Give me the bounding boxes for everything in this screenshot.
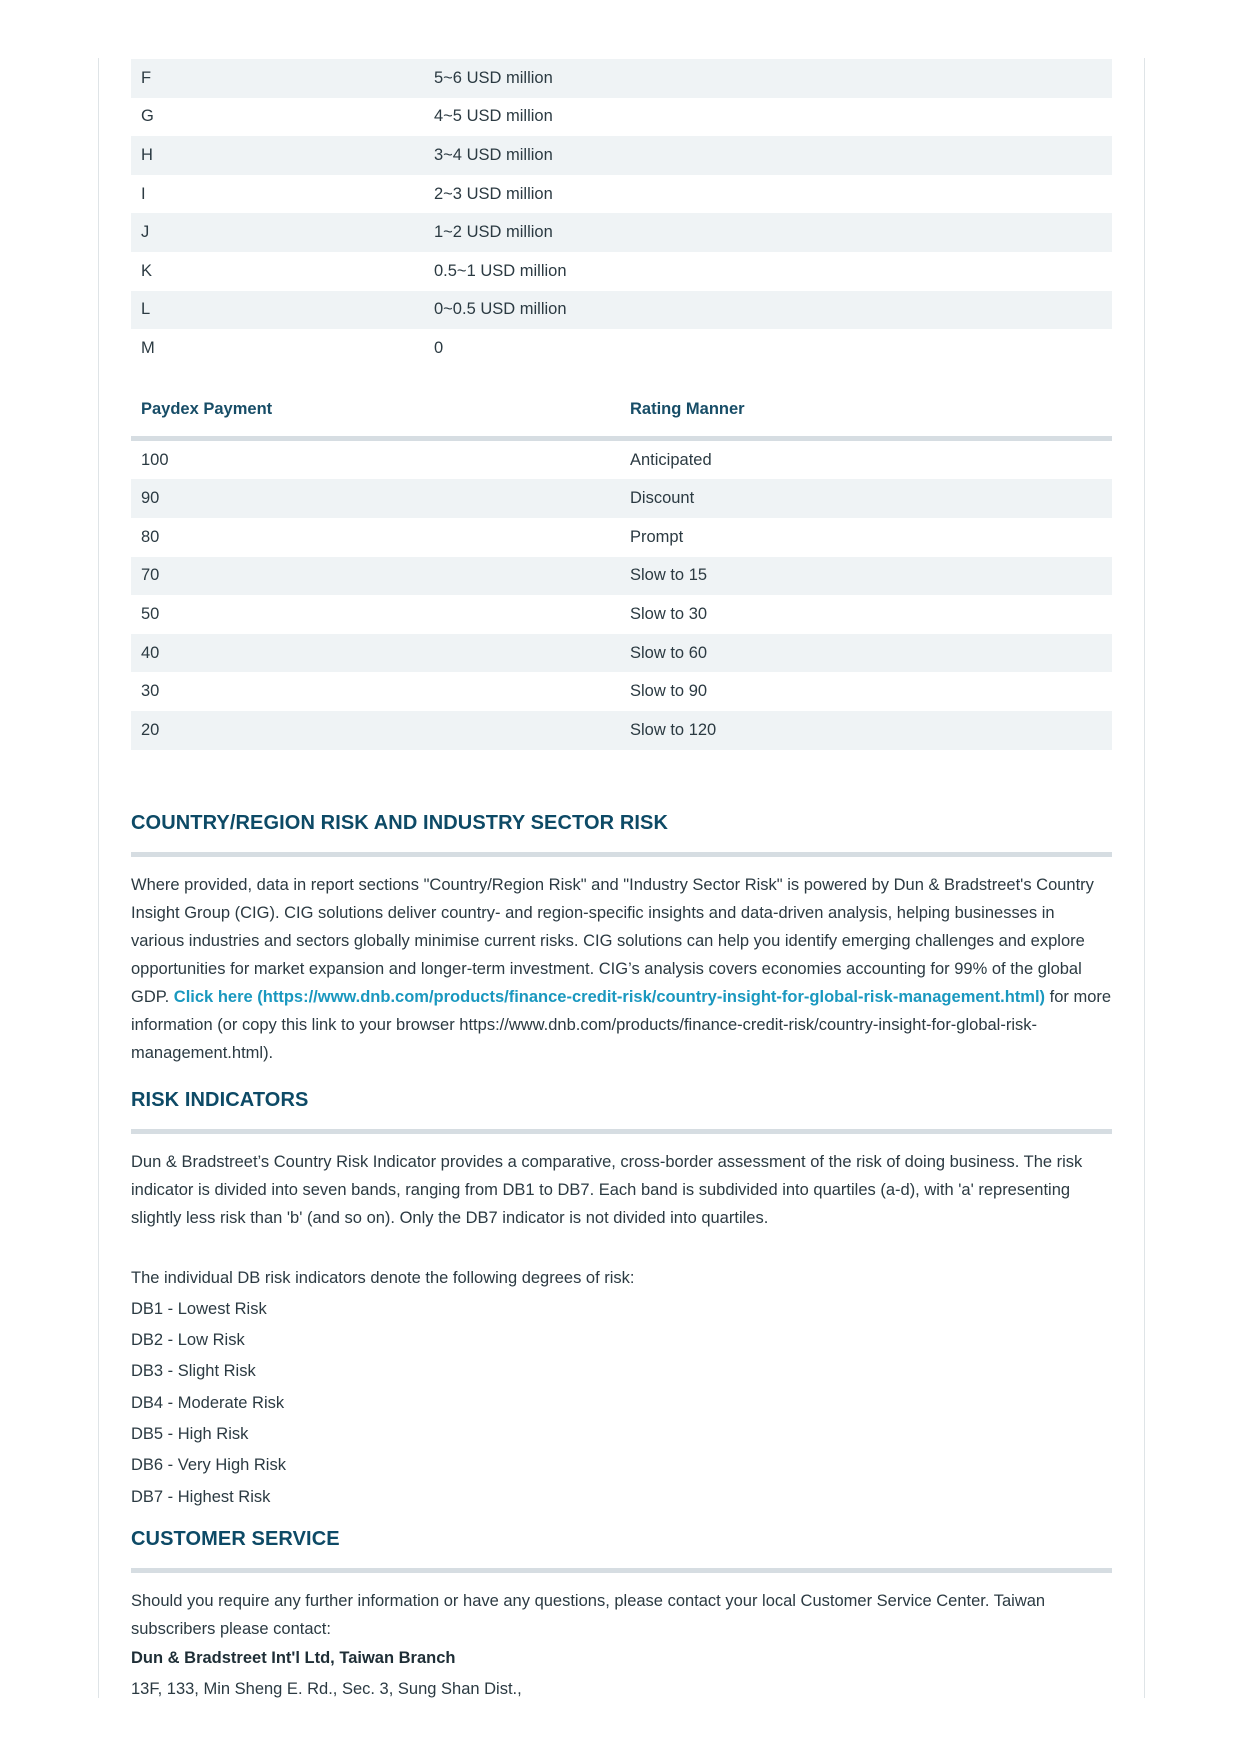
range-cell: 1~2 USD million bbox=[424, 213, 1112, 252]
table-header-row bbox=[131, 378, 1112, 439]
risk-level-item: DB2 - Low Risk bbox=[131, 1331, 245, 1350]
address-line: 13F, 133, Min Sheng E. Rd., Sec. 3, Sung Shan Dist., bbox=[131, 1680, 522, 1699]
code-cell: J bbox=[131, 213, 424, 252]
table-row bbox=[131, 557, 1112, 596]
cig-link[interactable]: Click here (https://www.dnb.com/products/finance-credit-risk/country-insight-for-global-risk-management.html) bbox=[173, 987, 1046, 1006]
manner-cell: Slow to 60 bbox=[620, 634, 1112, 673]
country-risk-section bbox=[131, 812, 1112, 1067]
range-cell: 5~6 USD million bbox=[424, 59, 1112, 98]
paydex-table bbox=[131, 378, 1112, 750]
risk-level-item: DB4 - Moderate Risk bbox=[131, 1393, 285, 1412]
table-row bbox=[131, 711, 1112, 750]
table-row bbox=[131, 59, 1112, 98]
risk-list-intro: The individual DB risk indicators denote the following degrees of risk: bbox=[131, 1268, 635, 1287]
code-cell: G bbox=[141, 107, 154, 126]
rating-manner-header: Rating Manner bbox=[620, 378, 1112, 439]
body-text: Where provided, data in report sections "Country/Region Risk" and "Industry Sector Risk" is powered by Dun & Bradstreet's Country Insight Group (CIG). CIG solutions deliver country- and region-specific insights and data-driven analysis, helping businesses in various industries and sectors globally minimise current risks. CIG solutions can help you identify emerging challenges and explore opportunities for market expansion and longer-term investment. CIG’s analysis covers economies accounting for 99% of the global GDP. bbox=[131, 875, 1094, 1006]
body-text: for more information (or copy this link to your browser https://www.dnb.com/products/finance-credit-risk/country-insight-for-global-risk-management.html). bbox=[131, 987, 1112, 1062]
country-risk-body bbox=[131, 871, 1112, 1067]
risk-indicators-intro: Dun & Bradstreet’s Country Risk Indicator provides a comparative, cross-border assessment of the risk of doing business. The risk indicator is divided into seven bands, ranging from DB1 to DB7. Each band is subdivided into quartiles (a-d), with 'a' representing slightly less risk than 'b' (and so on). Only the DB7 indicator is not divided into quartiles. bbox=[131, 1152, 1083, 1227]
score-cell: 70 bbox=[131, 557, 620, 596]
risk-level-item: DB6 - Very High Risk bbox=[131, 1456, 286, 1475]
table-row bbox=[131, 175, 1112, 214]
range-cell: 2~3 USD million bbox=[434, 184, 553, 203]
section-title: CUSTOMER SERVICE bbox=[131, 1527, 340, 1550]
range-cell: 3~4 USD million bbox=[424, 136, 1112, 175]
report-content bbox=[131, 59, 1112, 1705]
score-cell: 40 bbox=[131, 634, 620, 673]
table-row bbox=[131, 518, 1112, 557]
score-cell: 100 bbox=[141, 450, 169, 469]
risk-level-item: DB3 - Slight Risk bbox=[131, 1362, 256, 1381]
code-cell: F bbox=[131, 59, 424, 98]
manner-cell: Discount bbox=[620, 479, 1112, 518]
table-row bbox=[131, 634, 1112, 673]
net-worth-table bbox=[131, 59, 1112, 368]
table-row bbox=[131, 98, 1112, 137]
range-cell: 0 bbox=[434, 338, 444, 357]
manner-cell: Slow to 30 bbox=[630, 604, 708, 623]
code-cell: M bbox=[141, 338, 155, 357]
range-cell: 0~0.5 USD million bbox=[424, 291, 1112, 330]
risk-indicators-section bbox=[131, 1089, 1112, 1513]
code-cell: H bbox=[131, 136, 424, 175]
paydex-payment-header: Paydex Payment bbox=[131, 378, 620, 439]
score-cell: 80 bbox=[141, 527, 160, 546]
manner-cell: Slow to 120 bbox=[620, 711, 1112, 750]
table-row bbox=[131, 291, 1112, 330]
risk-level-item: DB7 - Highest Risk bbox=[131, 1487, 271, 1506]
section-divider bbox=[131, 1568, 1112, 1573]
risk-level-item: DB5 - High Risk bbox=[131, 1424, 249, 1443]
code-cell: I bbox=[141, 184, 146, 203]
table-row bbox=[131, 438, 1112, 479]
section-title: COUNTRY/REGION RISK AND INDUSTRY SECTOR RISK bbox=[131, 811, 669, 834]
table-row bbox=[131, 213, 1112, 252]
range-cell: 0.5~1 USD million bbox=[434, 261, 567, 280]
section-divider bbox=[131, 1129, 1112, 1134]
customer-service-body: Should you require any further information or have any questions, please contact your local Customer Service Center. Taiwan subscribers please contact: bbox=[131, 1591, 1046, 1638]
table-row bbox=[131, 479, 1112, 518]
score-cell: 50 bbox=[141, 604, 160, 623]
manner-cell: Slow to 15 bbox=[620, 557, 1112, 596]
table-row bbox=[131, 329, 1112, 368]
section-divider bbox=[131, 852, 1112, 857]
code-cell: K bbox=[141, 261, 153, 280]
customer-service-section bbox=[131, 1528, 1112, 1706]
range-cell: 4~5 USD million bbox=[434, 107, 553, 126]
manner-cell: Anticipated bbox=[630, 450, 712, 469]
manner-cell: Slow to 90 bbox=[630, 682, 708, 701]
table-row bbox=[131, 136, 1112, 175]
score-cell: 20 bbox=[131, 711, 620, 750]
table-row bbox=[131, 595, 1112, 634]
score-cell: 90 bbox=[131, 479, 620, 518]
code-cell: L bbox=[131, 291, 424, 330]
table-row bbox=[131, 252, 1112, 291]
manner-cell: Prompt bbox=[630, 527, 684, 546]
company-name: Dun & Bradstreet Int'l Ltd, Taiwan Branch bbox=[131, 1648, 456, 1667]
section-title: RISK INDICATORS bbox=[131, 1088, 309, 1111]
risk-level-item: DB1 - Lowest Risk bbox=[131, 1299, 267, 1318]
score-cell: 30 bbox=[141, 682, 160, 701]
table-row bbox=[131, 672, 1112, 711]
